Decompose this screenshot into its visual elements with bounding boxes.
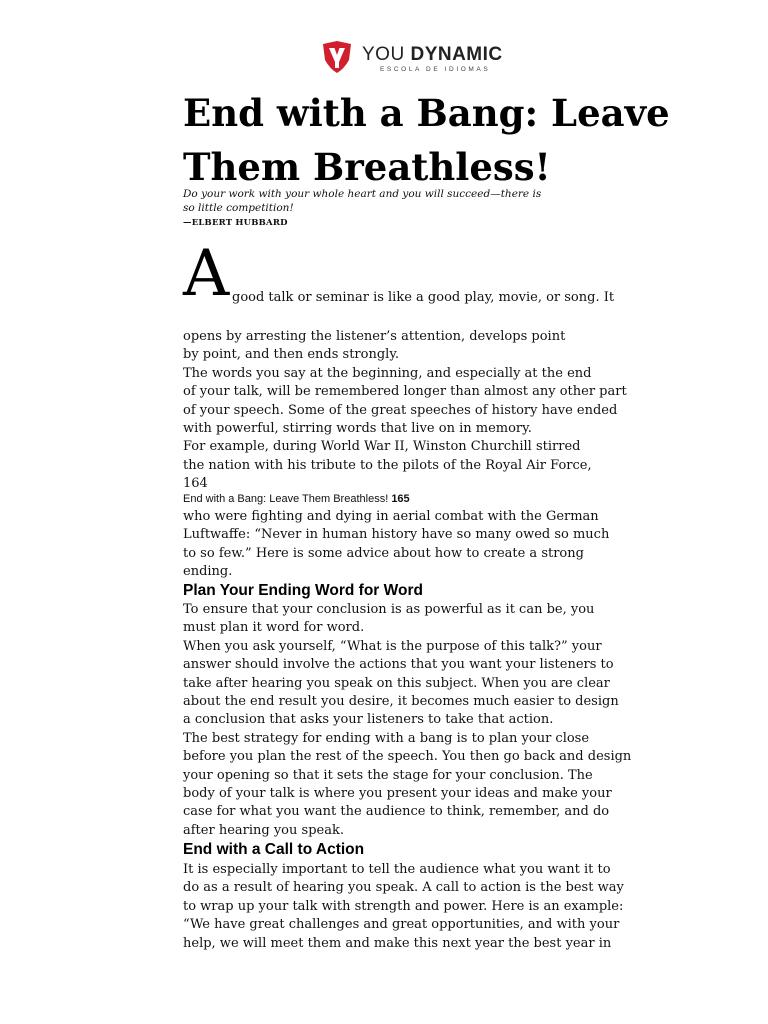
text-line: a conclusion that asks your listeners to take that action. (183, 712, 554, 728)
epigraph-attribution: —ELBERT HUBBARD (183, 218, 288, 228)
text-line: with powerful, stirring words that live on in memory. (183, 421, 532, 437)
paragraph-intro (183, 328, 643, 494)
first-line: good talk or seminar is like a good play, movie, or song. It (232, 290, 615, 305)
text-line: do as a result of hearing you speak. A call to action is the best way (183, 880, 624, 896)
running-head: End with a Bang: Leave Them Breathless! 165 (183, 493, 410, 505)
text-line: before you plan the rest of the speech. You then go back and design (183, 749, 632, 765)
logo-brand: YOU DYNAMIC (362, 44, 503, 65)
text-line: ending. (183, 564, 233, 580)
chapter-title (183, 86, 743, 194)
text-line: To ensure that your conclusion is as powerful as it can be, you (183, 602, 595, 617)
paragraph-churchill (183, 508, 643, 582)
text-line: opens by arresting the listener’s attention, develops point (183, 329, 566, 344)
text-line: who were fighting and dying in aerial combat with the German (183, 509, 599, 524)
text-line: It is especially important to tell the audience what you want it to (183, 862, 611, 877)
text-line: The words you say at the beginning, and especially at the end (183, 365, 592, 381)
title-line: Them Breathless! (183, 145, 551, 189)
text-line: body of your talk is where you present your ideas and make your (183, 786, 612, 802)
text-line: The best strategy for ending with a bang is to plan your close (183, 730, 590, 746)
epigraph-line: Do your work with your whole heart and you will succeed—there is (183, 188, 542, 200)
text-line: must plan it word for word. (183, 620, 365, 636)
youdynamic-shield-icon (320, 40, 354, 74)
text-line: to wrap up your talk with strength and power. Here is an example: (183, 898, 624, 914)
text-line: by point, and then ends strongly. (183, 347, 400, 363)
text-line: the nation with his tribute to the pilots of the Royal Air Force, (183, 457, 592, 473)
drop-cap: A (183, 237, 230, 311)
page-number: 164 (183, 476, 208, 492)
text-line: help, we will meet them and make this next year the best year in (183, 935, 612, 951)
paragraph-plan (183, 601, 643, 840)
text-line: about the end result you desire, it becomes much easier to design (183, 694, 619, 710)
text-line: your opening so that it sets the stage for your conclusion. The (183, 767, 593, 783)
text-line: Luftwaffe: “Never in human history have so many owed so much (183, 527, 610, 543)
text-line: of your talk, will be remembered longer than almost any other part (183, 384, 627, 400)
text-line: to so few.” Here is some advice about how to create a strong (183, 545, 584, 561)
epigraph-quote (183, 187, 583, 215)
text-line: take after hearing you speak on this subject. When you are clear (183, 675, 610, 691)
text-line: answer should involve the actions that you want your listeners to (183, 657, 614, 673)
section-heading-plan: Plan Your Ending Word for Word (183, 582, 423, 599)
section-heading-call-to-action: End with a Call to Action (183, 841, 365, 858)
paragraph-call-to-action (183, 861, 643, 953)
text-line: When you ask yourself, “What is the purpose of this talk?” your (183, 638, 602, 654)
text-line: of your speech. Some of the great speeches of history have ended (183, 402, 618, 418)
logo-subtitle: ESCOLA DE IDIOMAS (380, 66, 491, 73)
running-head-page: 165 (391, 493, 410, 505)
text-line: case for what you want the audience to think, remember, and do (183, 804, 610, 820)
epigraph-line: so little competition! (183, 202, 294, 214)
youdynamic-logo (320, 40, 510, 76)
text-line: For example, during World War II, Winston Churchill stirred (183, 439, 581, 455)
text-line: “We have great challenges and great opportunities, and with your (183, 917, 620, 933)
text-line: after hearing you speak. (183, 822, 344, 838)
title-line: End with a Bang: Leave (183, 91, 670, 135)
